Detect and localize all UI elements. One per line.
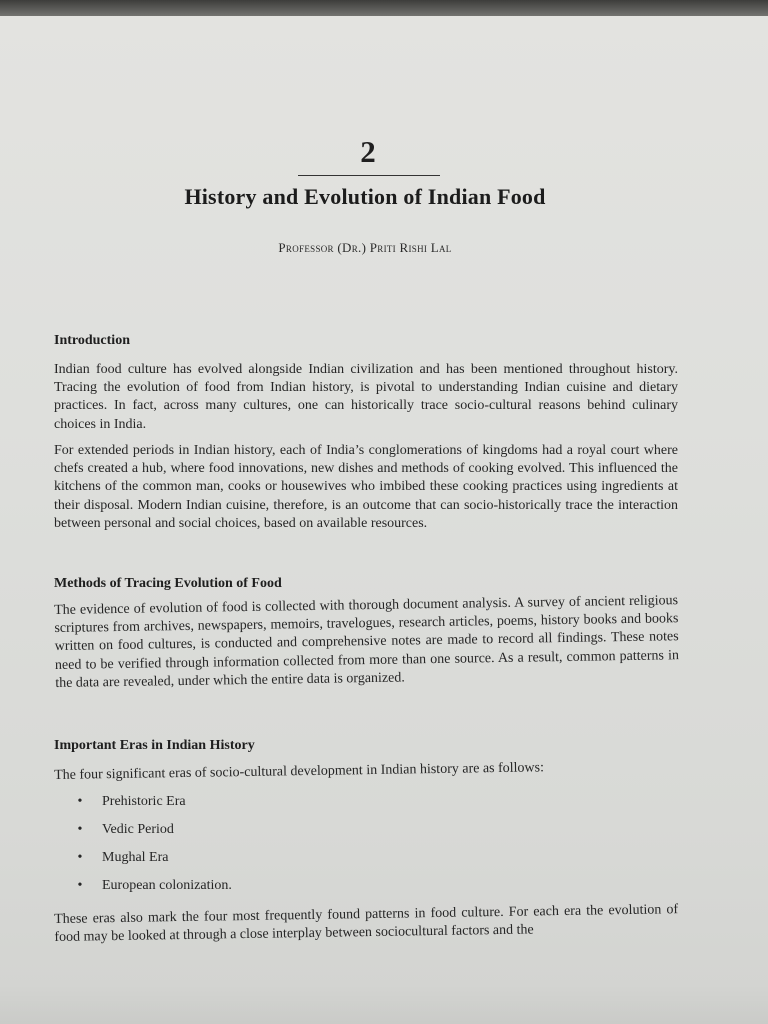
chapter-divider [298,175,440,176]
bullet-icon: • [77,794,83,809]
bullet-icon: • [77,822,83,837]
bullet-icon: • [77,850,83,865]
list-item-text: Vedic Period [102,822,174,837]
section-heading-methods: Methods of Tracing Evolution of Food [54,576,282,591]
book-page [0,16,768,1024]
list-item-text: European colonization. [102,878,232,893]
list-item-text: Prehistoric Era [102,794,186,809]
page-shadow [0,984,768,1024]
list-item-text: Mughal Era [102,850,169,865]
methods-paragraph: The evidence of evolution of food is collected with thorough document analysis. A survey of ancient religious scriptures from archives, newspapers, memoirs, travelogues, research articles, poems, history books and books written on food cultures, is conducted and comprehensive notes are made to record all findings. These notes need to be verified through information collected from more than one source. As a result, common patterns in the data are revealed, under which the entire data is organized. [54,593,680,691]
introduction-paragraph-2: For extended periods in Indian history, each of India’s conglomerations of kingdoms had a royal court where chefs created a hub, where food innovations, new dishes and methods of cooking evolved. This influenced the kitchens of the common man, cooks or housewives who imbibed these cooking practices using ingredients at their disposal. Modern Indian cuisine, therefore, is an outcome that can socio-historically trace the interaction between personal and social choices, based on available resources. [54,443,678,531]
eras-intro-paragraph: The four significant eras of socio-cultural development in Indian history are as follows: [54,760,545,783]
section-heading-introduction: Introduction [54,333,130,348]
chapter-title: History and Evolution of Indian Food [184,184,546,209]
eras-closing-paragraph: These eras also mark the four most frequently found patterns in food culture. For each era the evolution of food may be looked at through a close interplay between sociocultural factors and the [54,902,679,946]
section-heading-eras: Important Eras in Indian History [54,738,255,753]
author-name: Professor (Dr.) Priti Rishi Lal [278,240,452,255]
bullet-icon: • [77,878,83,893]
introduction-paragraph-1: Indian food culture has evolved alongside Indian civilization and has been mentioned throughout history. Tracing the evolution of food from Indian history, is pivotal to understanding Indian cuisine and dietary practices. In fact, across many cultures, one can historically trace socio-cultural reasons behind culinary choices in India. [54,362,678,432]
chapter-number: 2 [360,134,376,169]
